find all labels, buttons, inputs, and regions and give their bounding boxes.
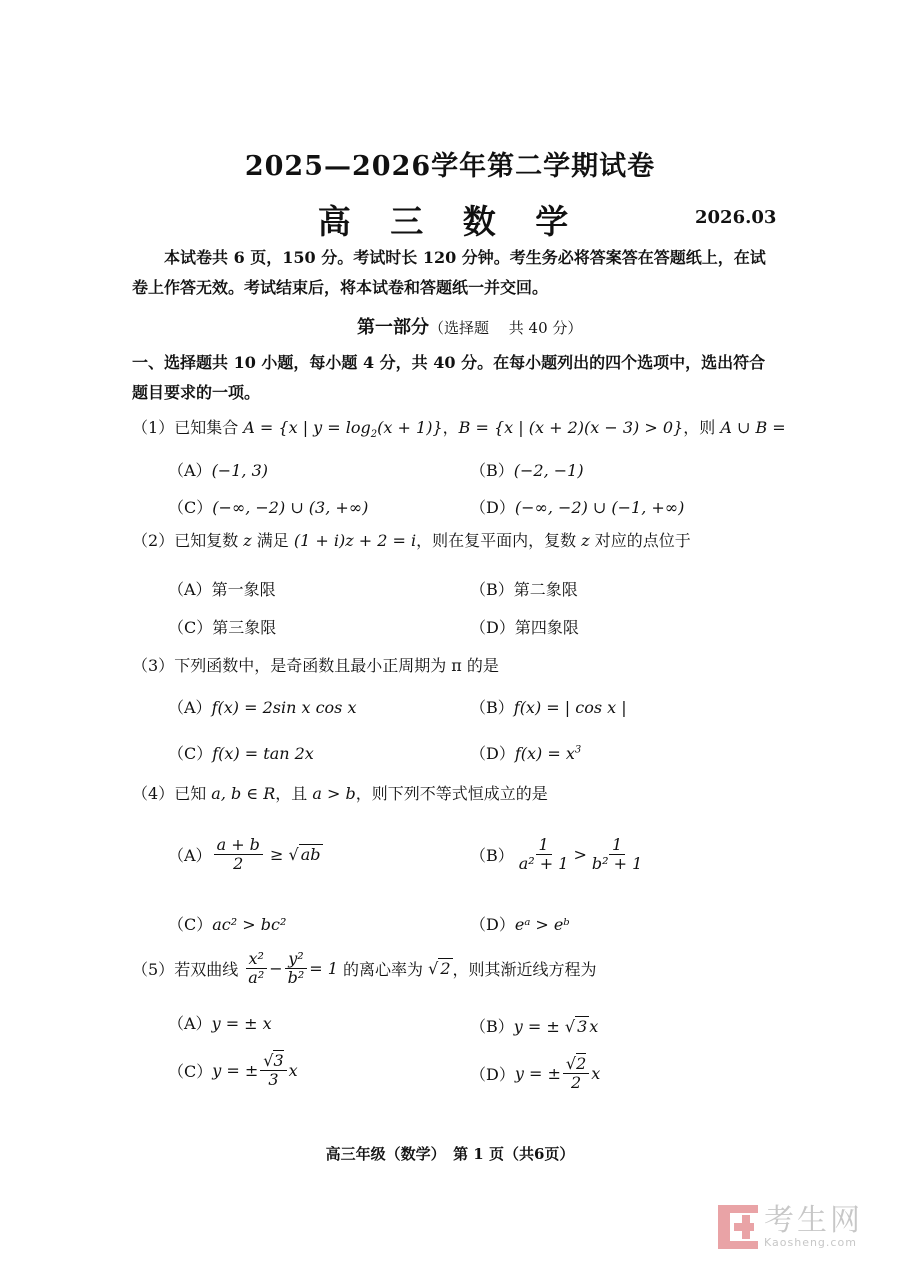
- section-instruction-2: 题目要求的一项。: [132, 383, 261, 402]
- question-4-option-c: （C）ac² > bc²: [168, 915, 287, 934]
- fraction: $\frac{\text{y²}}{\text{b²}}$: [285, 950, 308, 987]
- question-1-option-d: （D）(−∞, −2) ∪ (−1, +∞): [470, 498, 685, 517]
- question-2-option-d: （D）第四象限: [470, 618, 579, 637]
- question-4-option-d: （D）eᵃ > eᵇ: [470, 915, 570, 934]
- question-2-stem: （2）已知复数 z 满足 (1 + i)z + 2 = i，则在复平面内，复数 z 对应的点位于: [132, 531, 691, 550]
- question-4-option-b: （B） $\frac{1}{\text{a² + 1}}$ > $\frac{1}{\text{b² + 1}}$: [470, 836, 647, 873]
- intro-line-2: 卷上作答无效。考试结束后，将本试卷和答题纸一并交回。: [132, 278, 549, 297]
- fraction: $\frac{1}{\text{b² + 1}}$: [591, 835, 643, 873]
- page-footer: 高三年级（数学） 第 1 页（共6页）: [325, 1145, 575, 1163]
- complex-equation: (1 + i)z + 2 = i: [293, 531, 417, 550]
- question-5-option-b: （B）y = ± √ 3 x: [470, 1017, 599, 1036]
- question-number: （5）: [132, 960, 175, 979]
- question-4-option-a: （A） $\frac{a + b}{2}$ ≥ √ ab: [168, 835, 321, 873]
- fraction: $\frac{a + b}{2}$: [214, 836, 263, 873]
- question-1-option-c: （C）(−∞, −2) ∪ (3, +∞): [168, 498, 369, 517]
- section-instruction-1: 一、选择题共 10 小题，每小题 4 分，共 40 分。在每小题列出的四个选项中，选出符合: [132, 353, 766, 372]
- question-3-option-a: （A）f(x) = 2sin x cos x: [168, 698, 357, 717]
- question-5-option-a: （A）y = ± x: [168, 1014, 272, 1033]
- question-number: （3）: [132, 656, 175, 675]
- part-heading: [357, 313, 582, 339]
- watermark-brand: 考生网: [764, 1202, 863, 1238]
- exam-title: 2025—2026学年第二学期试卷: [244, 151, 656, 182]
- fraction: $\frac{√3}{3}$: [260, 1052, 286, 1089]
- question-1-option-a: （A）(−1, 3): [168, 461, 268, 480]
- question-2-option-c: （C）第三象限: [168, 618, 277, 637]
- question-1-stem: （1）已知集合 A = {x | $y = \log_2(x + 1)$}，B = {x | (x + 2)(x − 3) > 0}，则 A ∪ B =: [132, 418, 786, 441]
- exam-date: 2026.03: [695, 207, 777, 228]
- question-3-option-b: （B）f(x) = | cos x |: [470, 698, 627, 717]
- set-a-definition: A = {x | $y = \log_2(x + 1)$}: [243, 418, 443, 441]
- question-5-option-c: （C）y = ± $\frac{√3}{3}$ x: [168, 1051, 298, 1089]
- question-5-option-d: （D）y = ± $\frac{√2}{2}$ x: [470, 1054, 601, 1092]
- question-5-stem: （5）若双曲线 $\frac{\text{x²}}{\text{a²}}$ − $\frac{\text{y²}}{\text{b²}}$ = 1 的离心率为 √ 2 ，则其渐近线方程为: [132, 949, 597, 987]
- question-2-option-a: （A）第一象限: [168, 580, 276, 599]
- question-text: 下列函数中，是奇函数且最小正周期为 π 的是: [174, 656, 499, 675]
- watermark: [718, 1202, 863, 1249]
- question-3-option-c: （C）f(x) = tan 2x: [168, 744, 314, 763]
- union-expression: A ∪ B =: [720, 418, 786, 437]
- kaosheng-logo-icon: [718, 1205, 758, 1249]
- fraction: $\frac{√2}{2}$: [563, 1055, 589, 1092]
- subject-title: 高 三 数 学: [317, 202, 583, 241]
- square-root: √ 2: [428, 959, 451, 978]
- square-root: √ ab: [288, 845, 321, 864]
- watermark-url: Kaosheng.com: [764, 1235, 857, 1249]
- question-2-option-b: （B）第二象限: [470, 580, 578, 599]
- part-subtitle: （选择题 共 40 分）: [429, 319, 583, 337]
- fraction: $\frac{1}{\text{a² + 1}}$: [518, 835, 569, 873]
- square-root: √ 3: [564, 1017, 588, 1036]
- question-text: 已知集合: [174, 418, 244, 437]
- question-1-option-b: （B）(−2, −1): [470, 461, 584, 480]
- question-4-stem: （4）已知 a, b ∈ R，且 a > b，则下列不等式恒成立的是: [132, 784, 548, 803]
- fraction: $\frac{\text{x²}}{\text{a²}}$: [245, 950, 267, 987]
- question-number: （2）: [132, 531, 175, 550]
- set-b-definition: B = {x | (x + 2)(x − 3) > 0}: [458, 418, 684, 437]
- part-title: 第一部分: [357, 317, 429, 338]
- intro-line-1: 本试卷共 6 页，150 分。考试时长 120 分钟。考生务必将答案答在答题纸上，在试: [164, 248, 766, 267]
- question-number: （4）: [132, 784, 175, 803]
- question-number: （1）: [132, 418, 175, 437]
- question-3-option-d: $(D)f(x) = x^3$: [470, 744, 582, 763]
- question-3-stem: [132, 653, 499, 676]
